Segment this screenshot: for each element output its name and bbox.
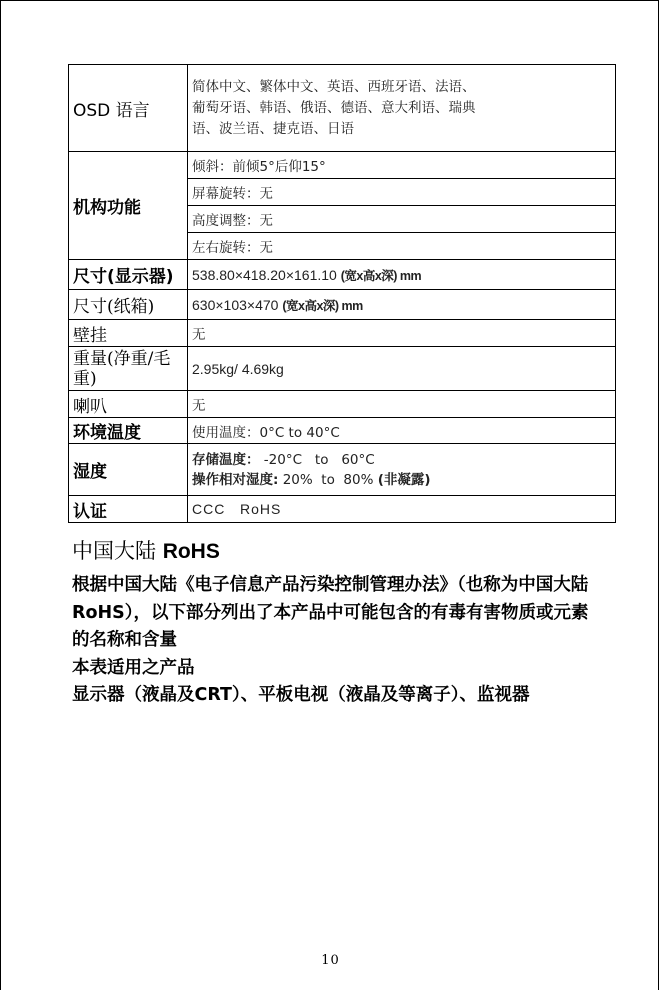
table-row-size-display (69, 260, 616, 290)
value-wall-mount: 无 (188, 320, 616, 347)
value-osd-language (188, 65, 616, 152)
operating-note: (非凝露) (377, 471, 431, 488)
value-env-temp: 使用温度：0°C to 40°C (188, 418, 616, 444)
label-certification: 认证 (69, 496, 188, 523)
label-humidity: 湿度 (69, 444, 188, 496)
label-weight: 重量(净重/毛重) (69, 347, 188, 391)
rohs-section-title (72, 535, 220, 565)
table-row-weight (69, 347, 616, 391)
value-size-box (188, 290, 616, 320)
rohs-paragraph: 根据中国大陆《电子信息产品污染控制管理办法》（也称为中国大陆RoHS），以下部分列出了本产品中可能包含的有毒有害物质或元素的名称和含量 (72, 575, 589, 650)
value-left-right-rotate: 左右旋转：无 (188, 233, 616, 260)
value-tilt: 倾斜：前倾5°后仰15° (188, 152, 616, 179)
humidity-storage-line (192, 450, 611, 470)
size-box-unit: (宽x高x深) mm (282, 298, 363, 313)
value-certification: CCC RoHS (188, 496, 616, 523)
value-height-adjust: 高度调整：无 (188, 206, 616, 233)
rohs-title-prefix: 中国大陆 (72, 539, 163, 563)
value-speaker: 无 (188, 391, 616, 418)
table-row-env-temp (69, 418, 616, 444)
size-display-unit: (宽x高x深) mm (340, 268, 422, 283)
label-env-temp: 环境温度 (69, 418, 188, 444)
rohs-title-bold: RoHS (162, 540, 220, 563)
table-row-wall-mount (69, 320, 616, 347)
table-row-humidity (69, 444, 616, 496)
table-row-certification (69, 496, 616, 523)
rohs-body (72, 572, 602, 710)
rohs-paragraph: 显示器（液晶及CRT）、平板电视（液晶及等离子）、监视器 (72, 685, 530, 705)
label-wall-mount: 壁挂 (69, 320, 188, 347)
table-row-osd (69, 65, 616, 152)
spec-table (68, 64, 616, 523)
storage-value: -20°C to 60°C (263, 451, 375, 468)
value-size-display (188, 260, 616, 290)
table-row-mechanism (69, 152, 616, 179)
label-osd-language: OSD 语言 (69, 65, 188, 152)
size-box-number: 630×103×470 (192, 296, 279, 313)
osd-line: 葡萄牙语、韩语、俄语、德语、意大利语、瑞典 (192, 99, 476, 116)
value-swivel-screen: 屏幕旋转：无 (188, 179, 616, 206)
page-number: 10 (321, 953, 340, 968)
table-row-size-box (69, 290, 616, 320)
value-weight: 2.95kg/ 4.69kg (188, 347, 616, 391)
label-speaker: 喇叭 (69, 391, 188, 418)
table-row-speaker (69, 391, 616, 418)
size-display-number: 538.80×418.20×161.10 (192, 266, 337, 283)
label-mechanism: 机构功能 (69, 152, 188, 260)
osd-line: 语、波兰语、捷克语、日语 (192, 120, 354, 137)
rohs-paragraph: 本表适用之产品 (72, 657, 195, 678)
operating-label: 操作相对湿度: (192, 471, 279, 488)
osd-line: 简体中文、繁体中文、英语、西班牙语、法语、 (192, 78, 476, 95)
label-size-box: 尺寸(纸箱) (69, 290, 188, 320)
storage-label: 存储温度： (192, 451, 260, 468)
label-size-display: 尺寸(显示器) (69, 260, 188, 290)
operating-value: 20% to 80% (282, 471, 374, 488)
humidity-operating-line (192, 470, 611, 490)
value-humidity (188, 444, 616, 496)
